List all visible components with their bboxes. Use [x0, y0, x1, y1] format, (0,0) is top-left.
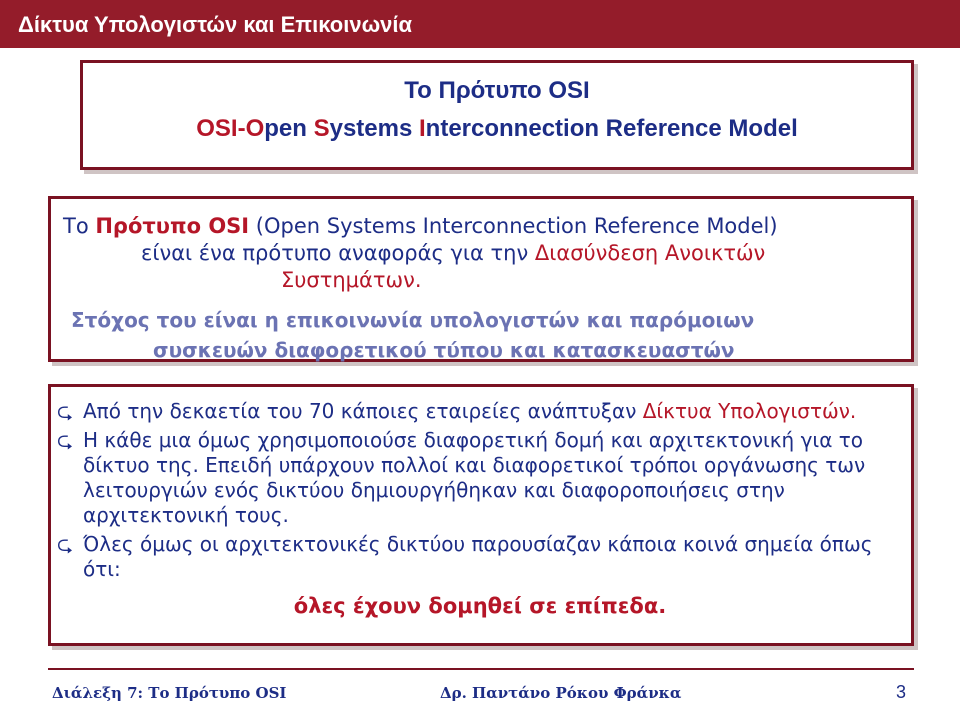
list-item [57, 428, 903, 528]
arrow-bullet-icon: ⮎ [57, 532, 74, 556]
title-box [80, 60, 914, 170]
text-span: (Open Systems Interconnection Reference Model) [249, 214, 778, 238]
definition-box [48, 196, 914, 362]
list-item [57, 532, 903, 582]
header-title: Δίκτυα Υπολογιστών και Επικοινωνία [18, 12, 413, 37]
page-number: 3 [896, 682, 907, 702]
osi-highlight: Πρότυπο OSI [95, 214, 250, 238]
slide-title: Το Πρότυπο OSI [404, 77, 590, 104]
definition-line [63, 213, 903, 240]
definition-text [63, 213, 903, 294]
subtitle-part: OSI- [196, 115, 246, 142]
bullet-text: Η κάθε μια όμως χρησιμοποιούσε διαφορετική δομή και αρχιτεκτονική για το δίκτυο της. Επειδή υπάρχουν πολλοί και διαφορετικοί τρόποι οργάνωσης των λειτουργιών ενός δικτύου δημιουργήθηκαν και διαφοροποιήσεις στην αρχιτεκτονική τους. [83, 428, 866, 527]
text-span: είναι ένα πρότυπο αναφοράς για την [141, 241, 535, 265]
footer-lecture: Διάλεξη 7: Το Πρότυπο OSI [52, 684, 287, 702]
list-item [57, 399, 903, 424]
arrow-bullet-icon: ⮎ [57, 428, 74, 452]
text-span: Το [63, 214, 96, 238]
bullet-text: Από την δεκαετία του 70 κάποιες εταιρείες ανάπτυξαν [83, 399, 643, 423]
goal-text [71, 305, 901, 365]
bullet-text: Όλες όμως οι αρχιτεκτονικές δικτύου παρουσίαζαν κάποια κοινά σημεία όπως ότι: [83, 532, 873, 581]
goal-line: συσκευών διαφορετικού τύπου και κατασκευαστών [153, 338, 735, 362]
systems-highlight: Συστημάτων. [281, 268, 422, 292]
footer-divider [48, 668, 914, 670]
definition-line [63, 240, 903, 267]
subtitle-part: pen [264, 115, 314, 142]
bullet-highlight: Δίκτυα Υπολογιστών. [642, 399, 857, 423]
interconnection-highlight: Διασύνδεση Ανοικτών [534, 241, 766, 265]
conclusion-text: όλες έχουν δομηθεί σε επίπεδα. [293, 594, 667, 618]
subtitle-part: nterconnection Reference Model [425, 115, 798, 142]
header-bar [0, 0, 960, 48]
definition-line [63, 267, 903, 294]
subtitle-part: S [313, 115, 330, 142]
subtitle-part: I [419, 115, 426, 142]
arrow-bullet-icon: ⮎ [57, 399, 74, 423]
goal-line: Στόχος του είναι η επικοινωνία υπολογιστών και παρόμοιων [71, 308, 755, 332]
bullet-list [57, 399, 903, 619]
slide-subtitle [83, 115, 911, 143]
bullets-box [48, 384, 914, 646]
subtitle-part: ystems [329, 115, 419, 142]
footer-author: Δρ. Παντάνο Ρόκου Φράνκα [440, 684, 682, 702]
subtitle-part: O [245, 115, 265, 142]
